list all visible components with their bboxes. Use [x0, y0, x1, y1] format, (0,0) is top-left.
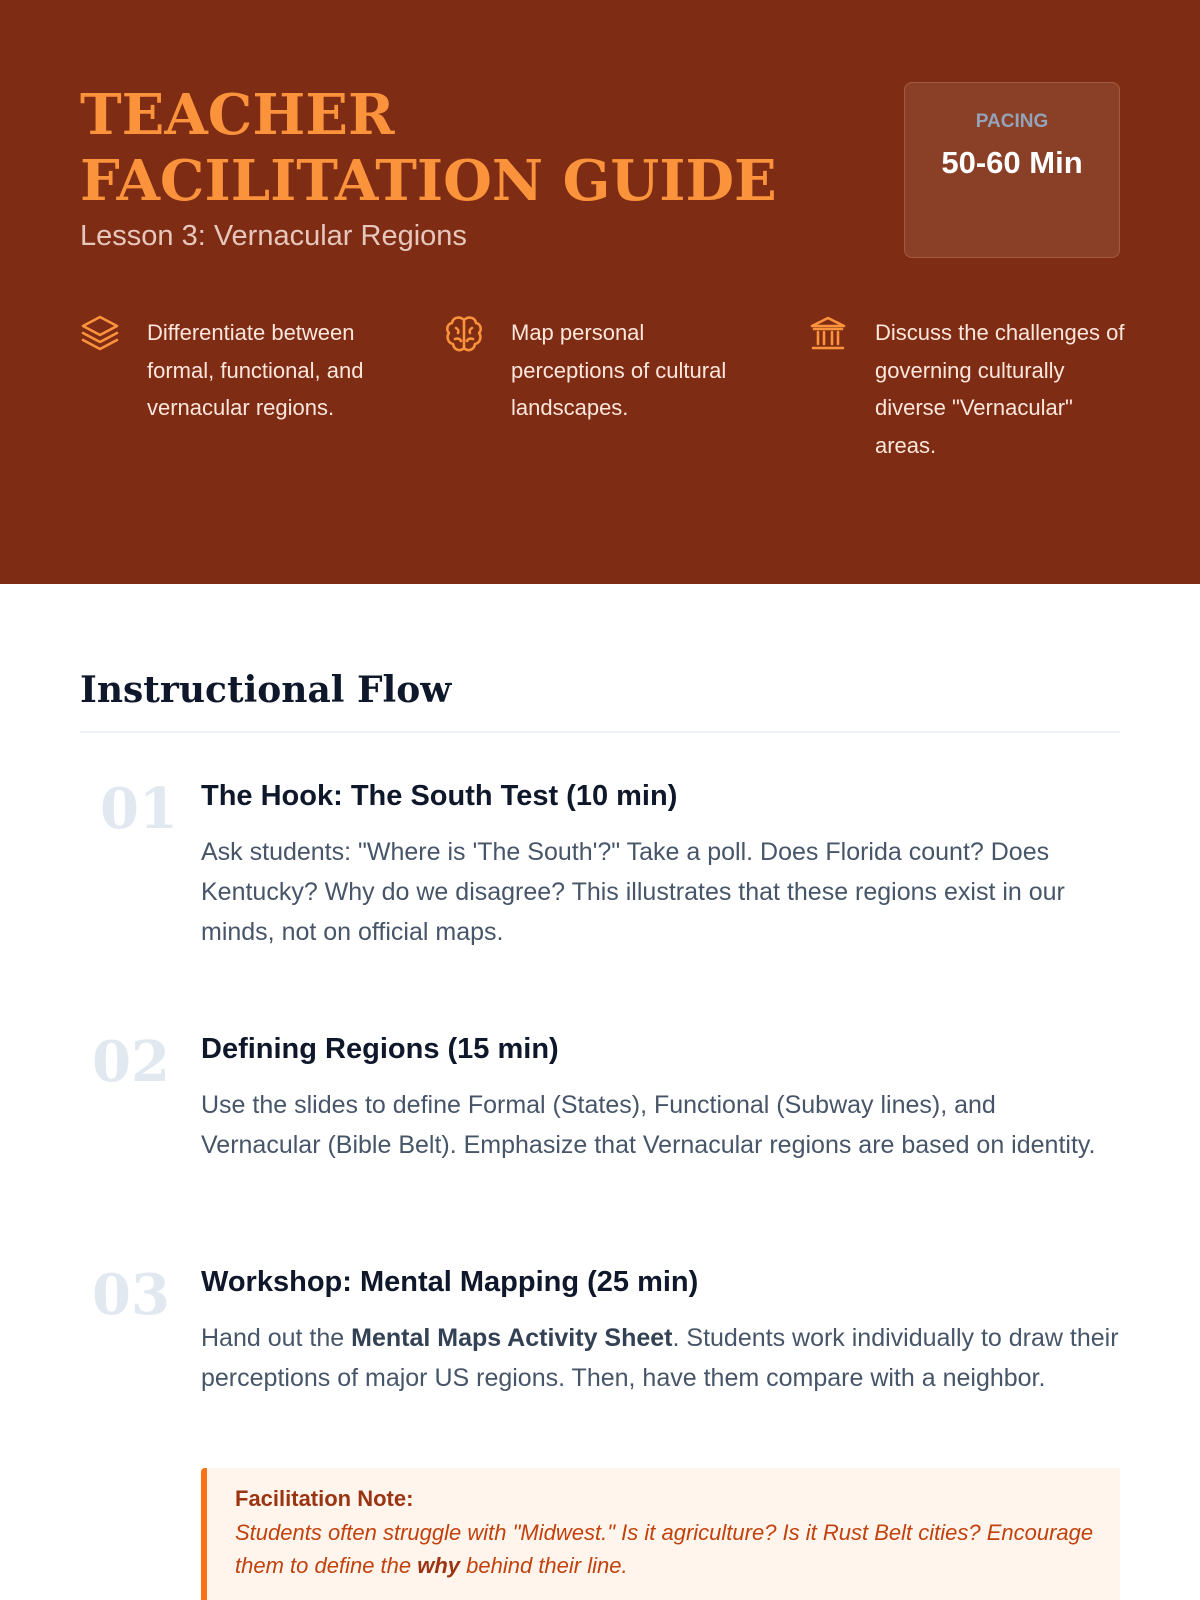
facilitation-note: [201, 1468, 1120, 1600]
layers-icon: [80, 314, 120, 354]
step-body-text: . Students work individually to draw their perceptions of major US regions. Then, have them compare with a neighbor.: [201, 1324, 1119, 1392]
note-title: Facilitation Note:: [235, 1486, 414, 1511]
step-number: 02: [92, 1029, 170, 1095]
pacing-value: 50-60 Min: [941, 145, 1083, 180]
note-text: [235, 1516, 1095, 1582]
note-text-part: behind their line.: [460, 1553, 628, 1578]
step-number: 01: [100, 776, 178, 842]
brain-icon: [444, 314, 484, 354]
objective-text: Map personal perceptions of cultural landscapes.: [511, 320, 727, 420]
step-title: Defining Regions (15 min): [201, 1033, 559, 1065]
pacing-badge: [904, 82, 1120, 258]
page-title: TEACHER FACILITATION GUIDE: [80, 82, 777, 214]
step-title: Workshop: Mental Mapping (25 min): [201, 1266, 699, 1298]
note-emphasis: why: [417, 1553, 461, 1578]
header-banner: [0, 0, 1200, 584]
section-divider: [80, 731, 1120, 733]
step-body: Use the slides to define Formal (States), Functional (Subway lines), and Vernacular (Bible Belt). Emphasize that Vernacular regions are based on identity.: [201, 1091, 1096, 1159]
pacing-label: PACING: [975, 111, 1049, 132]
note-text-part: Students often struggle with "Midwest." Is it agriculture? Is it Rust Belt cities? Encourage them to define the: [235, 1520, 1094, 1578]
objective-text: Differentiate between formal, functional, and vernacular regions.: [147, 320, 364, 420]
activity-sheet-name: Mental Maps Activity Sheet: [351, 1324, 673, 1352]
lesson-subtitle: Lesson 3: Vernacular Regions: [80, 220, 467, 252]
section-title: Instructional Flow: [80, 669, 452, 711]
step-body: Ask students: "Where is 'The South'?" Take a poll. Does Florida count? Does Kentucky? Why do we disagree? This illustrates that these regions exist in our minds, not on official maps.: [201, 838, 1065, 946]
step-number: 03: [92, 1262, 170, 1328]
step-title: The Hook: The South Test (10 min): [201, 780, 678, 812]
institution-icon: [808, 314, 848, 354]
step-body: [201, 1318, 1121, 1398]
objective-text: Discuss the challenges of governing culturally diverse "Vernacular" areas.: [875, 320, 1125, 458]
step-body-text: Hand out the: [201, 1324, 352, 1352]
